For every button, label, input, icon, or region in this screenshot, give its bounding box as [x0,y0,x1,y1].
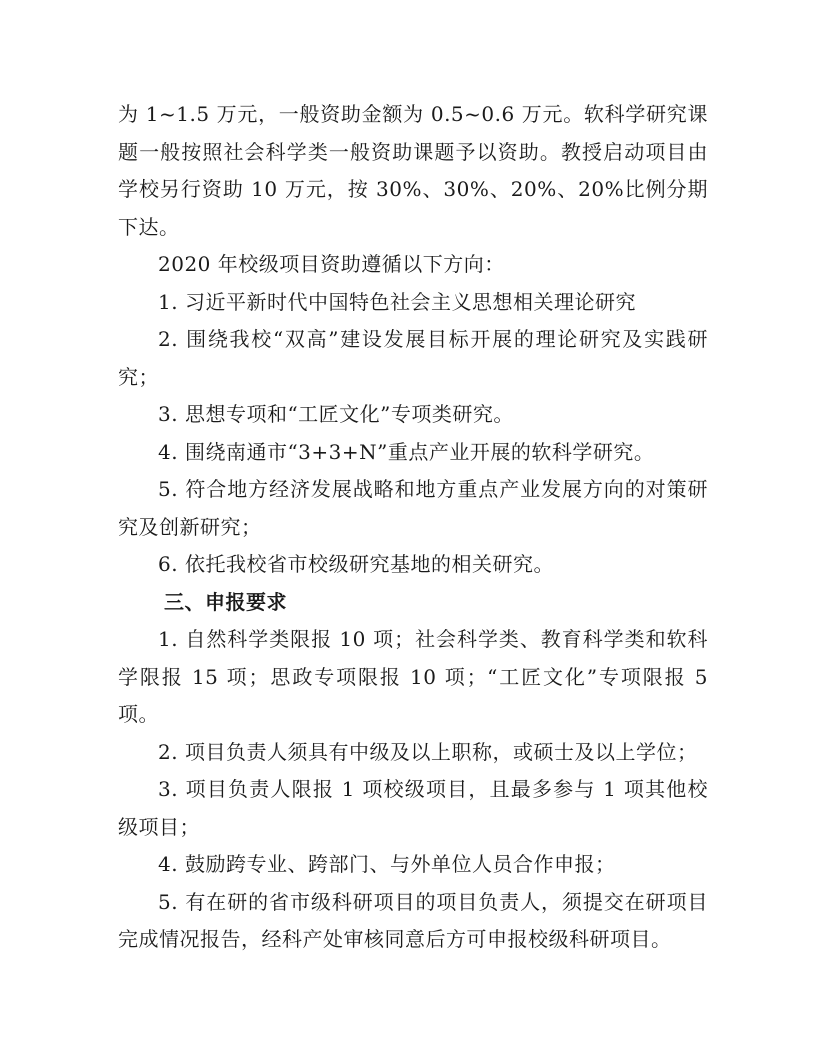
requirement-item-2: 2. 项目负责人须具有中级及以上职称，或硕士及以上学位； [158,739,698,764]
direction-item-6: 6. 依托我校省市校级研究基地的相关研究。 [158,552,554,576]
direction-item-5: 5. 符合地方经济发展战略和地方重点产业发展方向的对策研究及创新研究； [118,477,708,539]
direction-item-1: 1. 习近平新时代中国特色社会主义思想相关理论研究 [158,289,636,314]
paragraph-funding-amounts: 为 1~1.5 万元，一般资助金额为 0.5~0.6 万元。软科学研究课题一般按照社会科学类一般资助课题予以资助。教授启动项目由学校另行资助 10 万元，按 30%、30%、20%、20%比例分期下达。 [118,102,708,239]
direction-item-4: 4. 围绕南通市“3+3+N”重点产业开展的软科学研究。 [158,439,655,464]
requirement-item-4: 4. 鼓励跨专业、跨部门、与外单位人员合作申报； [158,852,616,876]
section-heading-application-requirements: 三、申报要求 [164,589,287,614]
requirement-item-1: 1. 自然科学类限报 10 项；社会科学类、教育科学类和软科学限报 15 项；思政专项限报 10 项；“工匠文化”专项限报 5 项。 [118,627,708,726]
direction-item-3: 3. 思想专项和“工匠文化”专项类研究。 [158,402,514,426]
paragraph-funding-directions-intro: 2020 年校级项目资助遵循以下方向： [158,252,505,276]
document-body [118,96,708,959]
direction-item-2: 2. 围绕我校“双高”建设发展目标开展的理论研究及实践研究； [118,327,708,389]
requirement-item-3: 3. 项目负责人限报 1 项校级项目，且最多参与 1 项其他校级项目； [118,777,708,839]
requirement-item-5: 5. 有在研的省市级科研项目的项目负责人，须提交在研项目完成情况报告，经科产处审核同意后方可申报校级科研项目。 [118,889,708,951]
